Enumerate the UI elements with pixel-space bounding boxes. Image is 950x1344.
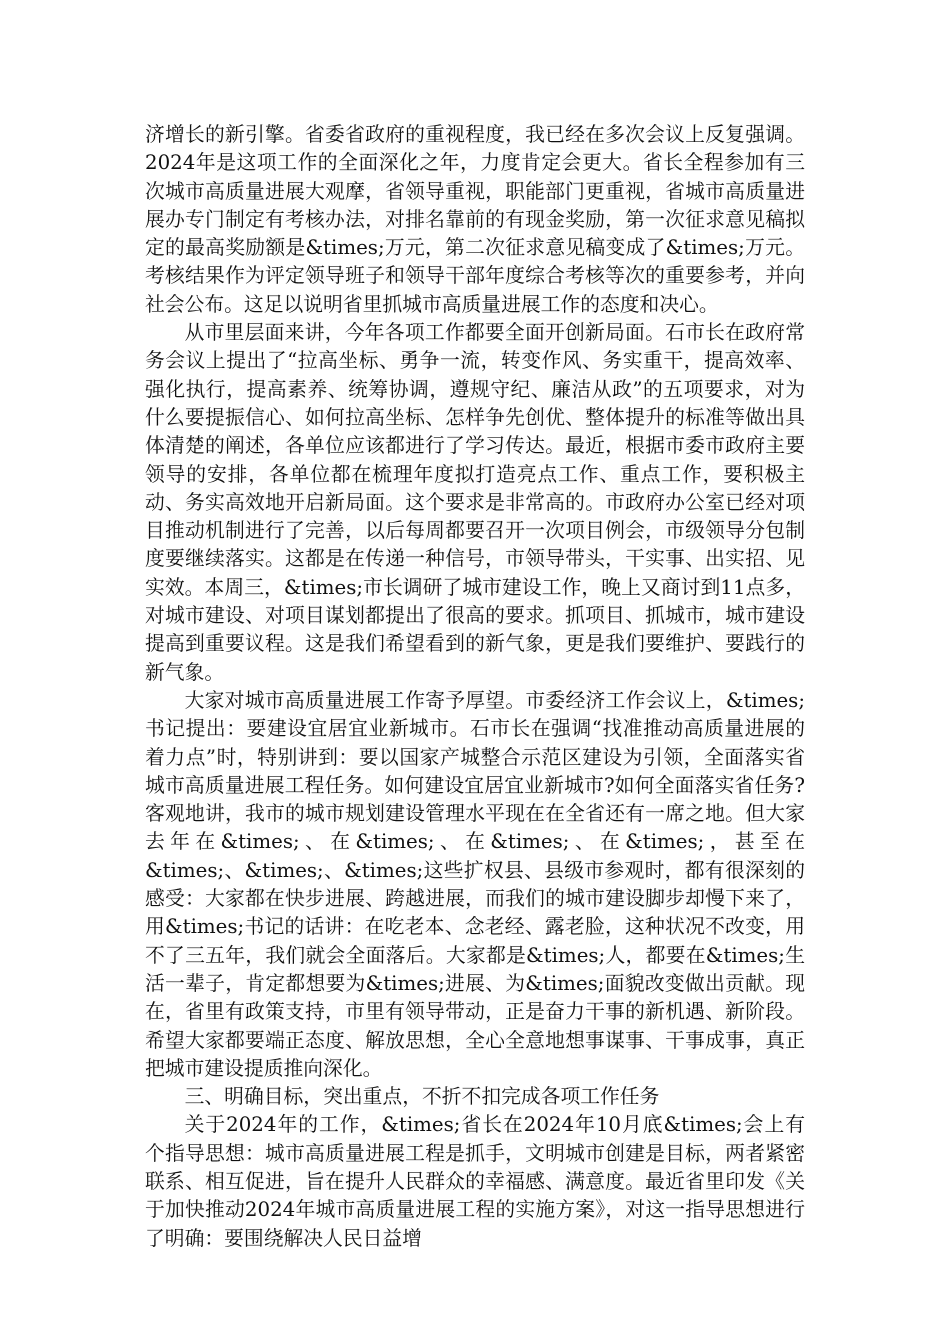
section-heading: 三、明确目标，突出重点，不折不扣完成各项工作任务 bbox=[184, 1085, 660, 1109]
document-page bbox=[145, 121, 805, 1253]
paragraph-2: 从市里层面来讲，今年各项工作都要全面开创新局面。石市长在政府常务会议上提出了“拉高坐标、勇争一流，转变作风、务实重干，提高效率、强化执行，提高素养、统筹协调，遵规守纪、廉洁从政”的五项要求，对为什么要提振信心、如何拉高坐标、怎样争先创优、整体提升的标准等做出具体清楚的阐述，各单位应该都进行了学习传达。最近，根据市委市政府主要领导的安排，各单位都在梳理年度拟打造亮点工作、重点工作，要积极主动、务实高效地开启新局面。这个要求是非常高的。市政府办公室已经对项目推动机制进行了完善，以后每周都要召开一次项目例会，市级领导分包制度要继续落实。这都是在传递一种信号，市领导带头，干实事、出实招、见实效。本周三，&times;市长调研了城市建设工作，晚上又商讨到11点多，对城市建设、对项目谋划都提出了很高的要求。抓项目、抓城市，城市建设提高到重要议程。这是我们希望看到的新气象，更是我们要维护、要践行的新气象。 bbox=[145, 321, 805, 684]
paragraph-3: 大家对城市高质量进展工作寄予厚望。市委经济工作会议上，&times;书记提出：要建设宜居宜业新城市。石市长在强调“找准推动高质量进展的着力点”时，特别讲到：要以国家产城整合示范区建设为引领，全面落实省城市高质量进展工程任务。如何建设宜居宜业新城市?如何全面落实省任务?客观地讲，我市的城市规划建设管理水平现在在全省还有一席之地。但大家去年在&times;、在&times;、在&times;、在&times;，甚至在&times;、&times;、&times;这些扩权县、县级市参观时，都有很深刻的感受：大家都在快步进展、跨越进展，而我们的城市建设脚步却慢下来了，用&times;书记的话讲：在吃老本、念老经、露老脸，这种状况不改变，用不了三五年，我们就会全面落后。大家都是&times;人，都要在&times;生活一辈子，肯定都想要为&times;进展、为&times;面貌改变做出贡献。现在，省里有政策支持，市里有领导带动，正是奋力干事的新机遇、新阶段。希望大家都要端正态度、解放思想，全心全意地想事谋事、干事成事，真正把城市建设提质推向深化。 bbox=[145, 688, 805, 1080]
paragraph-1: 济增长的新引擎。省委省政府的重视程度，我已经在多次会议上反复强调。2024年是这项工作的全面深化之年，力度肯定会更大。省长全程参加有三次城市高质量进展大观摩，省领导重视，职能部门更重视，省城市高质量进展办专门制定有考核办法，对排名靠前的有现金奖励，第一次征求意见稿拟定的最高奖励额是&times;万元，第二次征求意见稿变成了&times;万元。考核结果作为评定领导班子和领导干部年度综合考核等次的重要参考，并向社会公布。这足以说明省里抓城市高质量进展工作的态度和决心。 bbox=[145, 123, 805, 316]
paragraph-4: 关于2024年的工作，&times;省长在2024年10月底&times;会上有个指导思想：城市高质量进展工程是抓手，文明城市创建是目标，两者紧密联系、相互促进，旨在提升人民群众的幸福感、满意度。最近省里印发《关于加快推动2024年城市高质量进展工程的实施方案》，对这一指导思想进行了明确：要围绕解决人民日益增 bbox=[145, 1113, 805, 1250]
